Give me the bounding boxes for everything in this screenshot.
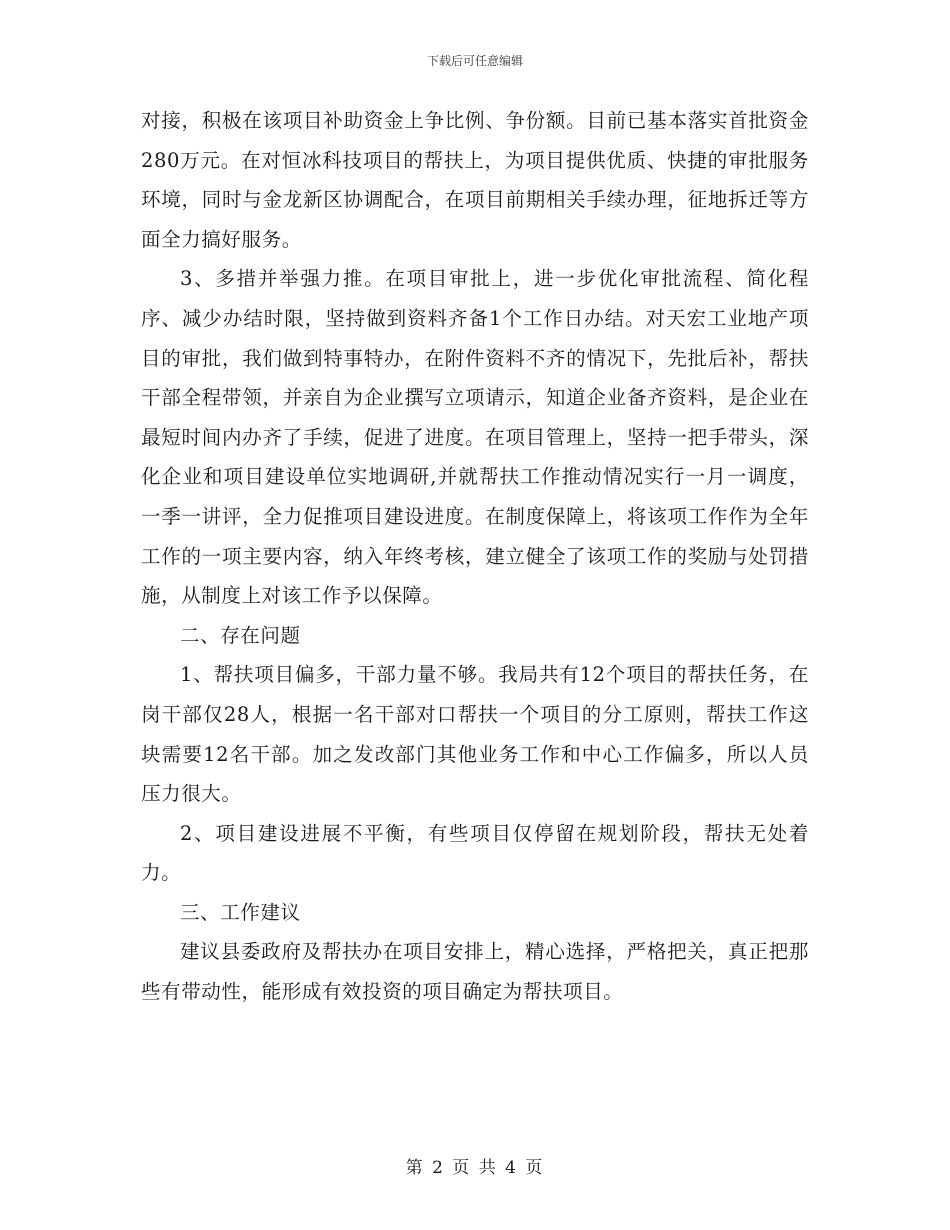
section-heading-suggestions: 三、工作建议 <box>180 900 301 924</box>
paragraph-suggestion: 建议县委政府及帮扶办在项目安排上，精心选择，严格把关，真正把那些有带动性，能形成有效投资的项目确定为帮扶项目。 <box>141 940 809 1004</box>
page-number: 第 2 页 共 4 页 <box>405 1158 545 1178</box>
paragraph-continuation: 对接，积极在该项目补助资金上争比例、争份额。目前已基本落实首批资金280万元。在对恒冰科技项目的帮扶上，为项目提供优质、快捷的审批服务环境，同时与金龙新区协调配合，在项目前期相关手续办理，征地拆迁等方面全力搞好服务。 <box>141 109 809 251</box>
document-body <box>141 101 809 1012</box>
section-heading-problems: 二、存在问题 <box>180 623 301 647</box>
paragraph-problem-1: 1、帮扶项目偏多，干部力量不够。我局共有12个项目的帮扶任务，在岗干部仅28人，根据一名干部对口帮扶一个项目的分工原则，帮扶工作这块需要12名干部。加之发改部门其他业务工作和中心工作偏多，所以人员压力很大。 <box>141 663 809 806</box>
paragraph-problem-2: 2、项目建设进展不平衡，有些项目仅停留在规划阶段，帮扶无处着力。 <box>141 821 809 885</box>
paragraph-measures: 3、多措并举强力推。在项目审批上，进一步优化审批流程、简化程序、减少办结时限，坚持做到资料齐备1个工作日办结。对天宏工业地产项目的审批，我们做到特事特办，在附件资料不齐的情况下，先批后补，帮扶干部全程带领，并亲自为企业撰写立项请示，知道企业备齐资料，是企业在最短时间内办齐了手续，促进了进度。在项目管理上，坚持一把手带头，深化企业和项目建设单位实地调研,并就帮扶工作推动情况实行一月一调度，一季一讲评，全力促推项目建设进度。在制度保障上，将该项工作作为全年工作的一项主要内容，纳入年终考核，建立健全了该项工作的奖励与处罚措施，从制度上对该工作予以保障。 <box>141 267 809 608</box>
page-header: 下载后可任意编辑 <box>426 54 523 68</box>
